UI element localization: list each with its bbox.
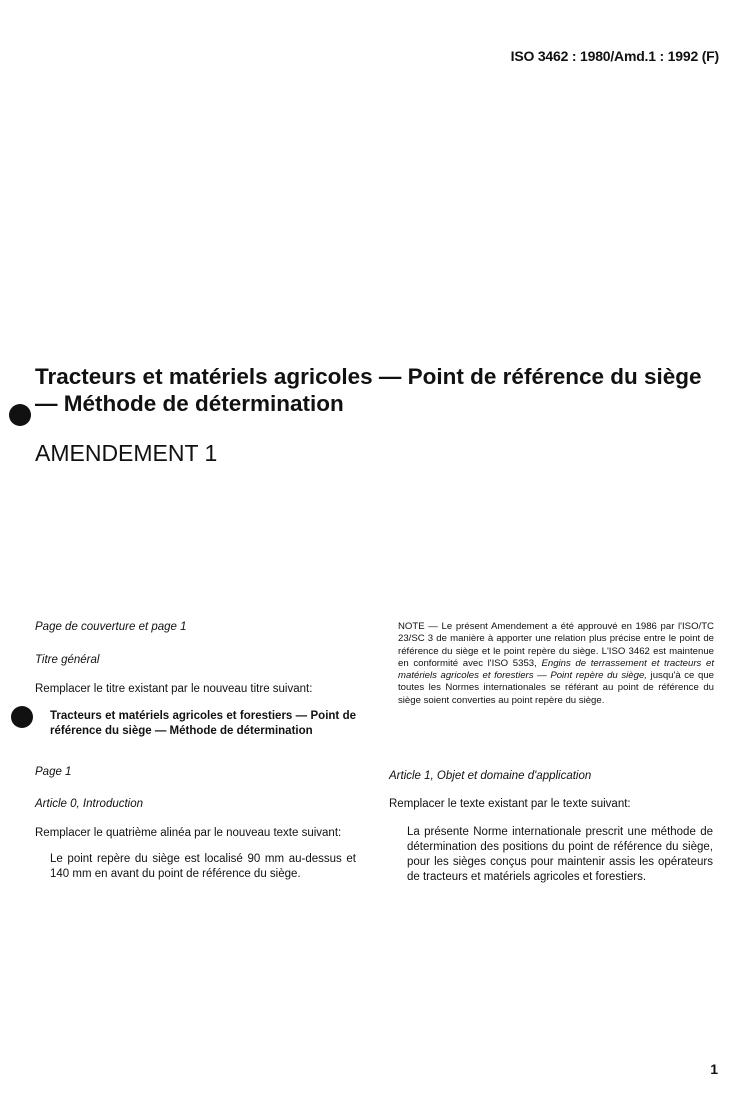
change-marker-bullet: [9, 404, 31, 426]
section-introduction-subheading: Article 0, Introduction: [35, 798, 144, 810]
amendment-note: [398, 621, 714, 707]
section-page1-heading: Page 1: [35, 766, 72, 778]
new-title-text: Tracteurs et matériels agricoles et forestiers — Point de référence du siège — Méthode de détermination: [50, 710, 356, 737]
section-introduction-text: Le point repère du siège est localisé 90 mm au-dessus et 140 mm en avant du point de référence du siège.: [50, 853, 356, 880]
note-text-italic: Engins de terrassement et tracteurs et matériels agricoles et forestiers — Point repère du siège,: [398, 657, 714, 682]
section-cover-subheading: Titre général: [35, 654, 100, 666]
section-introduction-instruction: Remplacer le quatrième alinéa par le nouveau texte suivant:: [35, 827, 342, 839]
page-number: 1: [710, 1061, 718, 1077]
section-article1-heading: Article 1, Objet et domaine d'application: [389, 770, 592, 782]
document-reference: ISO 3462 : 1980/Amd.1 : 1992 (F): [510, 48, 719, 64]
note-text-start: NOTE — Le présent Amendement a été approuvé en 1986 par l'ISO/TC 23/SC 3 de manière à apporter une relation plus précise entre le point de référence du siège et le point repère du siège. L'ISO 3462 est maintenue en conformité avec l'ISO 5353,: [398, 621, 714, 669]
change-marker-bullet: [11, 706, 33, 728]
section-cover-heading: Page de couverture et page 1: [35, 621, 187, 633]
amendment-heading: AMENDEMENT 1: [35, 440, 218, 466]
document-title: Tracteurs et matériels agricoles — Point de référence du siège — Méthode de détermination: [35, 364, 702, 416]
section-article1-instruction: Remplacer le texte existant par le texte suivant:: [389, 798, 631, 810]
section-article1-text: La présente Norme internationale prescrit une méthode de détermination des positions du point de référence du siège, pour les sièges conçus pour maintenir assis les opérateurs de tracteurs et matériels agricoles et forestiers.: [407, 826, 713, 883]
section-cover-instruction: Remplacer le titre existant par le nouveau titre suivant:: [35, 683, 313, 695]
note-text-end: jusqu'à ce que toutes les Normes internationales se référant au point de référence du siège soient converties au point repère du siège.: [398, 670, 714, 706]
